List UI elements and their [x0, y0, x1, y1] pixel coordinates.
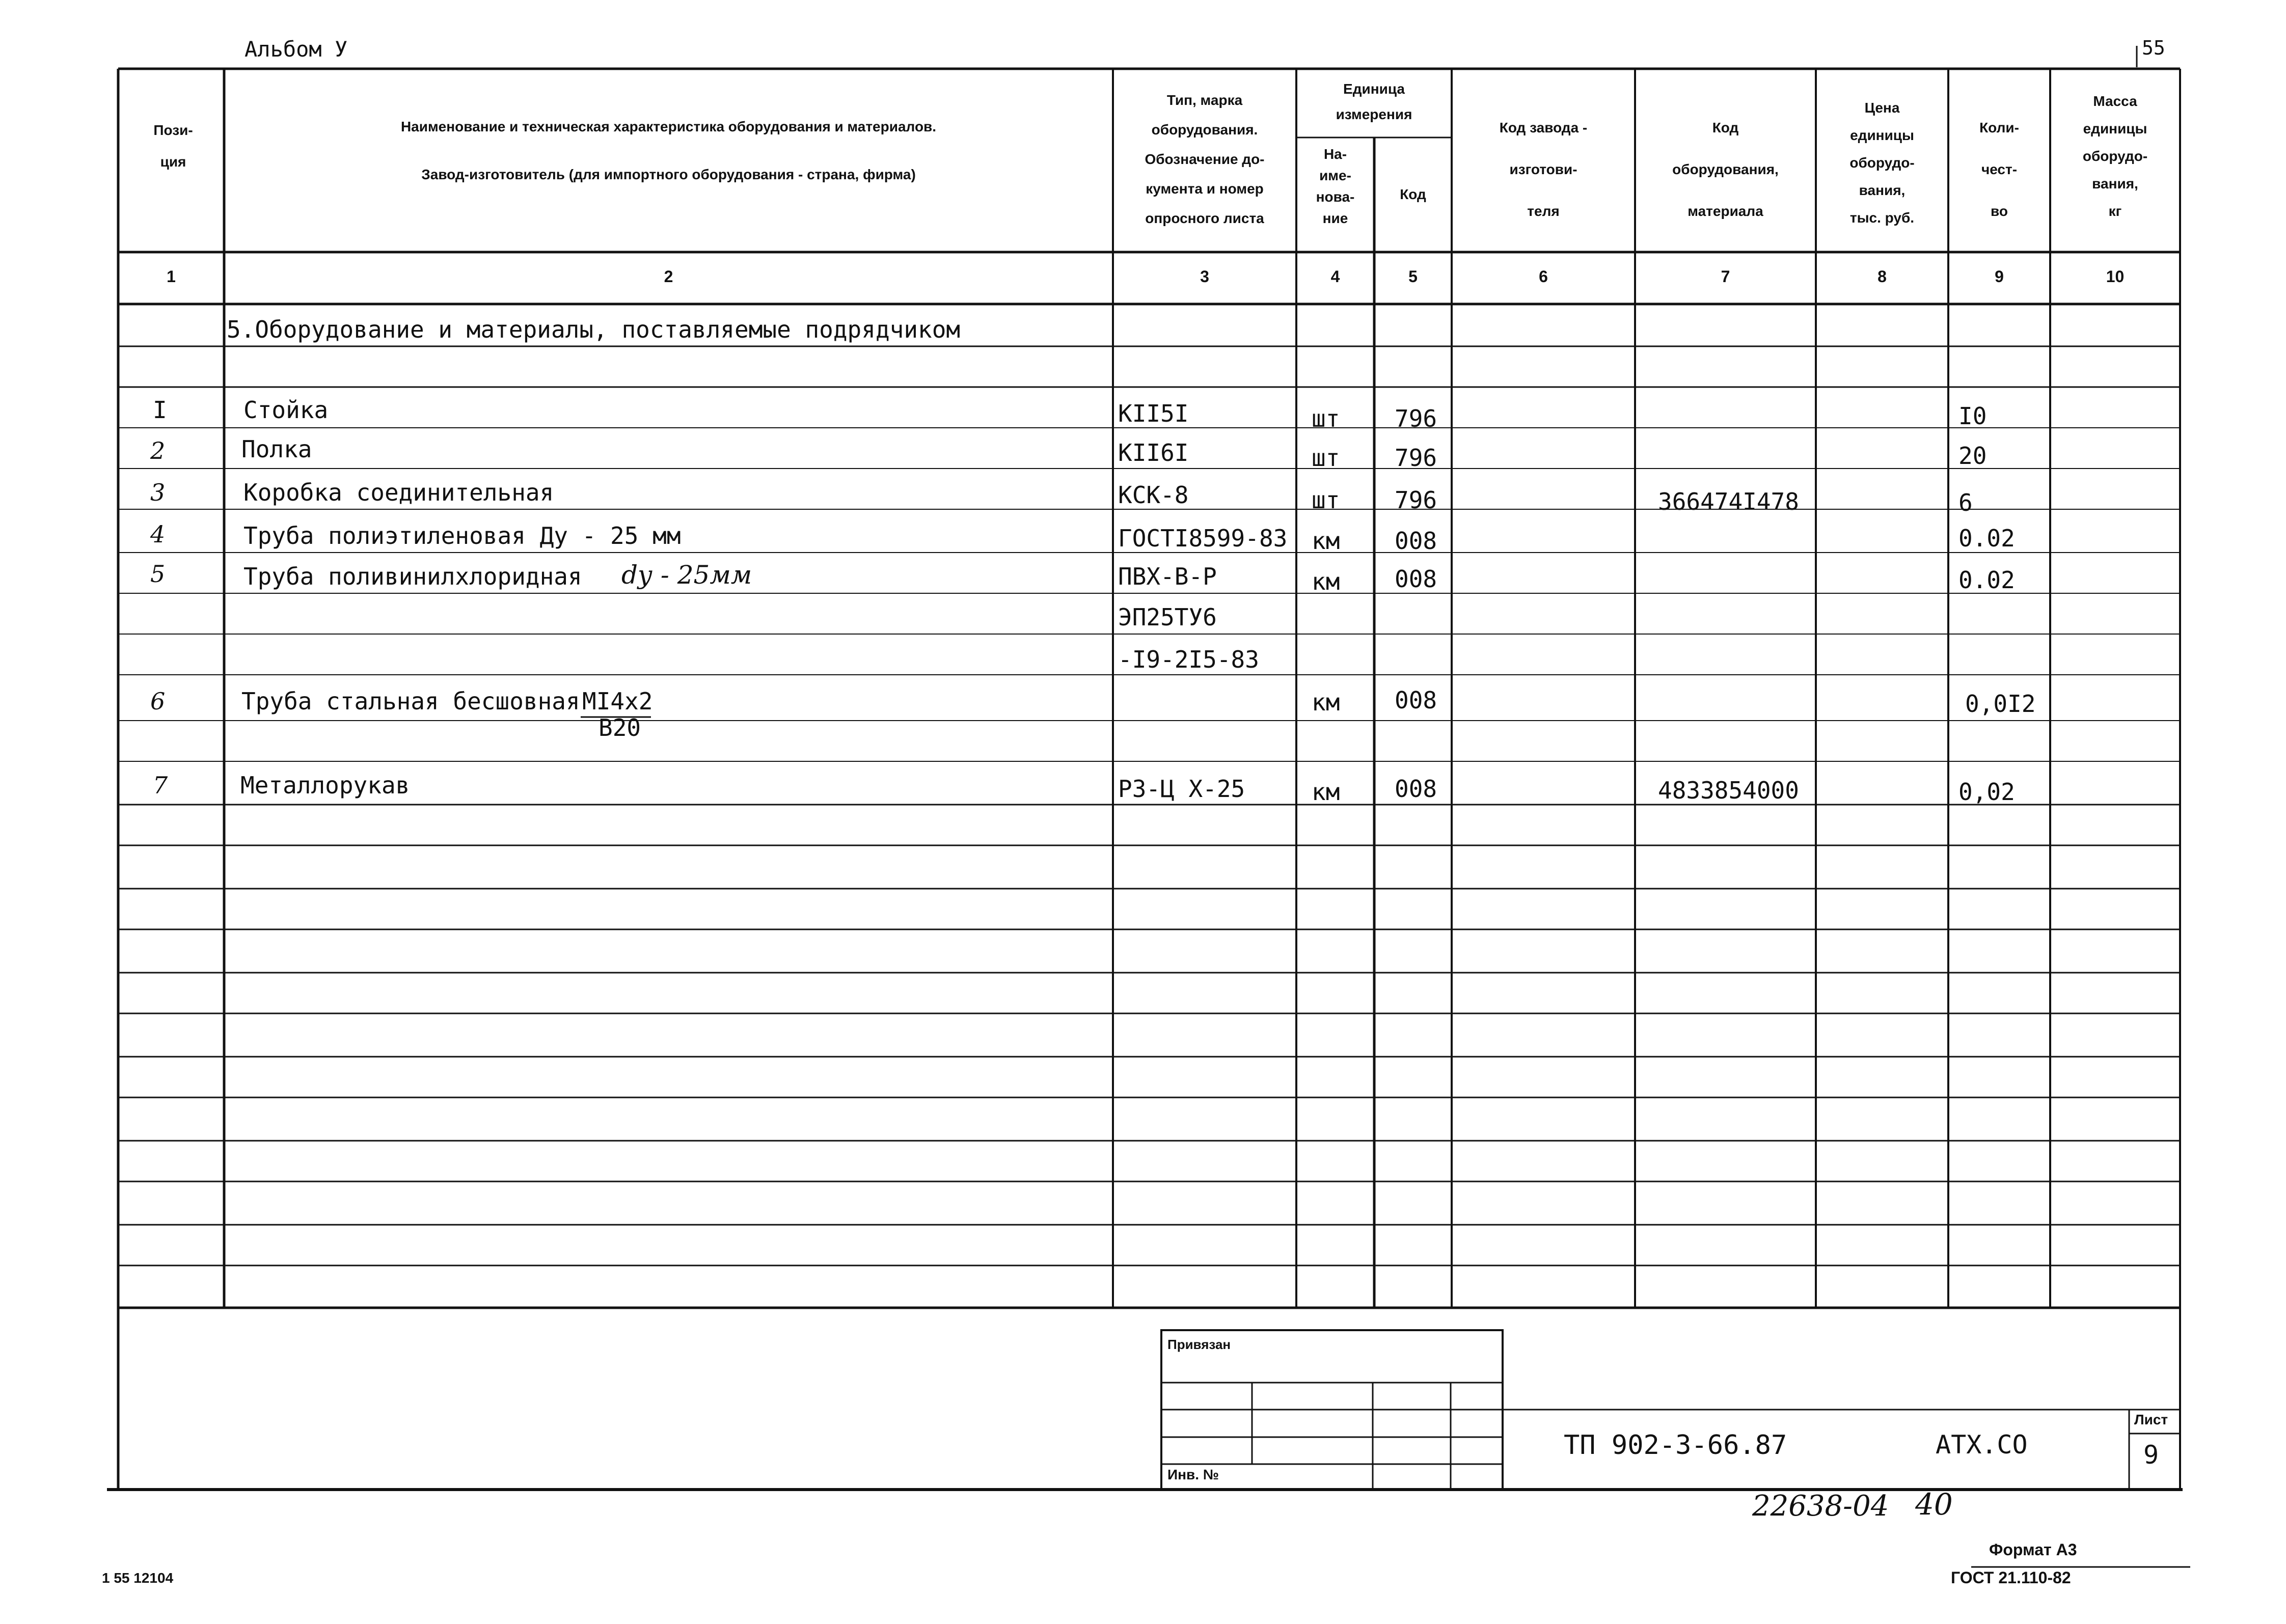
row-unit-code: 008 — [1395, 565, 1437, 593]
row-type: КII6I — [1118, 439, 1189, 466]
row-name: Труба полиэтиленовая Ду - 25 мм — [243, 522, 681, 549]
header-mass: Масса единицы оборудо- вания, кг — [2082, 93, 2148, 219]
row-name: Труба стальная бесшовная — [241, 687, 580, 715]
row-unit: км — [1312, 778, 1340, 806]
row-unit-code: 008 — [1395, 686, 1437, 714]
stamp-list-label: Лист — [2134, 1412, 2168, 1427]
row-type: ПВХ-В-Р — [1118, 563, 1217, 590]
row-name: Коробка соединительная — [243, 479, 554, 506]
footer-gost: ГОСТ 21.110-82 — [1951, 1568, 2071, 1587]
row-position: I — [153, 396, 167, 424]
handwritten-number: 22638-04 — [1752, 1490, 1889, 1523]
row-position: 5 — [150, 560, 166, 588]
row-unit-code: 796 — [1395, 405, 1437, 432]
header-factory-code: Код завода - изготови- теля — [1499, 120, 1588, 219]
stamp-list-number: 9 — [2143, 1440, 2159, 1470]
row-quantity: I0 — [1958, 402, 1987, 430]
row-position: 4 — [150, 520, 166, 548]
sheet-corner-number: 55 — [2142, 37, 2165, 59]
row-position: 6 — [150, 687, 166, 715]
row-unit-code: 796 — [1395, 444, 1437, 472]
row-type-continuation: ЭП25ТУ6 — [1118, 603, 1217, 631]
row-type: КII5I — [1118, 400, 1189, 427]
row-quantity: 0,02 — [1958, 778, 2015, 806]
col-number: 10 — [2106, 267, 2125, 286]
row-type: РЗ-Ц Х-25 — [1118, 775, 1245, 803]
row-name: Стойка — [243, 396, 329, 424]
row-name: Труба поливинилхлоридная — [243, 563, 582, 590]
row-unit: шт — [1312, 486, 1340, 514]
row-unit: шт — [1312, 405, 1340, 432]
col-number: 6 — [1539, 267, 1548, 286]
handwritten-page: 40 — [1915, 1487, 1953, 1522]
row-unit: км — [1312, 689, 1340, 716]
col-number: 3 — [1200, 267, 1209, 286]
col-number: 5 — [1408, 267, 1418, 286]
stamp-inv: Инв. № — [1167, 1467, 1219, 1482]
col-number: 2 — [664, 267, 673, 286]
row-name: Полка — [241, 435, 312, 463]
header-price: Цена единицы оборудо- вания, тыс. руб. — [1849, 100, 1915, 226]
footer-format: Формат А3 — [1989, 1540, 2077, 1559]
row-unit: км — [1312, 527, 1340, 555]
section-title: 5.Оборудование и материалы, поставляемые подрядчиком — [227, 316, 961, 343]
row-name-fraction-bottom: В20 — [598, 714, 641, 741]
col-number: 7 — [1721, 267, 1730, 286]
row-quantity: 0,0I2 — [1965, 690, 2036, 718]
row-type: КСК-8 — [1118, 481, 1189, 509]
header-unit-name: На- име- нова- ние — [1316, 146, 1355, 226]
col-number: 9 — [1995, 267, 2004, 286]
header-unit-code: Код — [1400, 186, 1426, 202]
col-number: 8 — [1877, 267, 1887, 286]
album-label: Альбом У — [244, 37, 348, 62]
row-position: 2 — [150, 437, 166, 464]
row-equipment-code: 4833854000 — [1658, 777, 1799, 804]
footer-left-code: 1 55 12104 — [102, 1570, 174, 1586]
row-unit-code: 008 — [1395, 775, 1437, 803]
row-quantity: 0.02 — [1958, 525, 2015, 552]
row-position: 3 — [150, 479, 166, 506]
header-equipment-code: Код оборудования, материала — [1672, 120, 1779, 219]
col-number: 4 — [1330, 267, 1340, 286]
row-quantity: 20 — [1958, 442, 1987, 470]
stamp-privyazan: Привязан — [1167, 1337, 1231, 1352]
header-position: Пози- ция — [153, 122, 193, 170]
row-unit-code: 008 — [1395, 527, 1437, 555]
stamp-doc-code: ТП 902-3-66.87 — [1564, 1430, 1787, 1461]
row-type: ГОСТI8599-83 — [1118, 525, 1288, 552]
row-quantity: 0.02 — [1958, 566, 2015, 594]
row-type-continuation: -I9-2I5-83 — [1118, 646, 1259, 673]
col-number: 1 — [167, 267, 176, 286]
row-name-handwritten: dу - 25мм — [621, 560, 752, 590]
header-name-line1: Наименование и техническая характеристика оборудования и материалов. — [400, 119, 937, 134]
row-name: Металлорукав — [240, 772, 410, 799]
row-unit: шт — [1312, 444, 1340, 472]
row-position: 7 — [153, 772, 168, 799]
row-equipment-code: 366474I478 — [1658, 488, 1799, 515]
row-unit-code: 796 — [1395, 486, 1437, 514]
stamp-doc-suffix: АТХ.СО — [1936, 1430, 2028, 1460]
row-unit: км — [1312, 568, 1340, 595]
header-unit: Единица измерения — [1336, 81, 1412, 122]
header-name-line2: Завод-изготовитель (для импортного оборудования - страна, фирма) — [421, 167, 916, 182]
row-quantity: 6 — [1958, 489, 1973, 516]
row-name-fraction-top: МI4х2 — [582, 687, 653, 715]
header-type: Тип, марка оборудования. Обозначение до- кумента и номер опросного листа — [1145, 92, 1265, 226]
header-quantity: Коли- чест- во — [1979, 120, 2019, 219]
